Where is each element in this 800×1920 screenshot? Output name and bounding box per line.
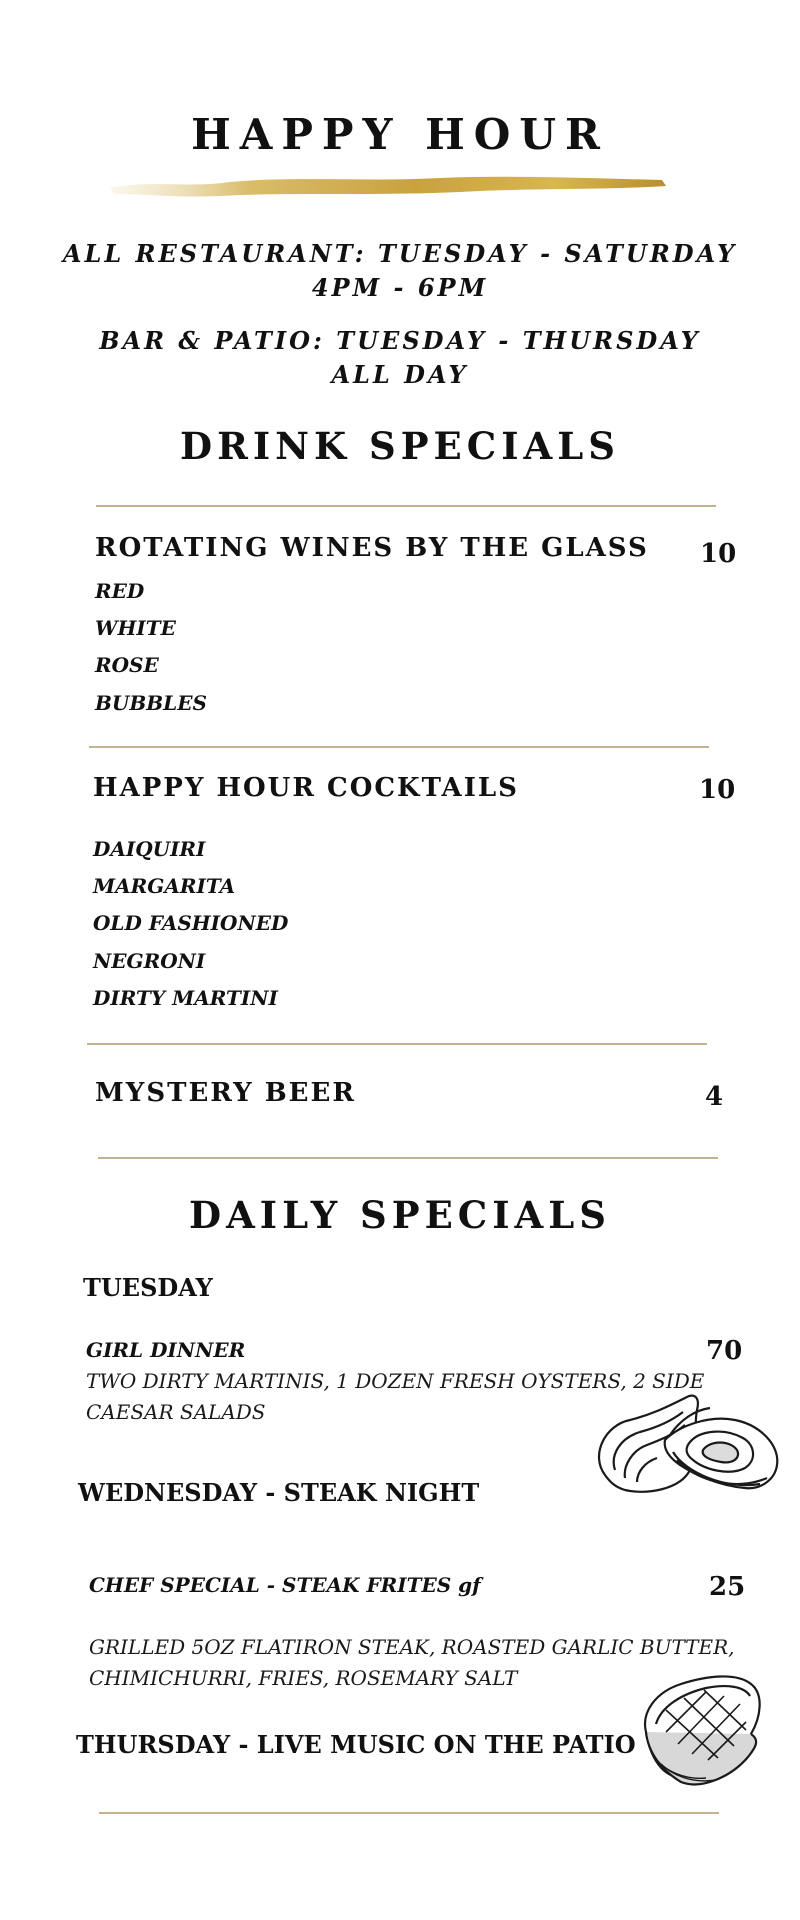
divider xyxy=(96,505,716,507)
divider xyxy=(87,1043,707,1045)
steak-icon xyxy=(636,1662,766,1794)
hours-times: ALL DAY xyxy=(331,360,469,389)
steak-frites-price: 25 xyxy=(709,1572,746,1602)
page-title: HAPPY HOUR xyxy=(191,110,609,159)
gold-brush-stroke xyxy=(110,172,670,202)
beer-price: 4 xyxy=(705,1082,724,1112)
hours-days: BAR & PATIO: TUESDAY - THURSDAY xyxy=(99,326,701,355)
cocktails-title: HAPPY HOUR COCKTAILS xyxy=(93,773,519,803)
list-item: BUBBLES xyxy=(95,691,207,715)
beer-title: MYSTERY BEER xyxy=(95,1078,356,1108)
wednesday-heading: WEDNESDAY - STEAK NIGHT xyxy=(78,1478,480,1507)
hours-all-restaurant xyxy=(0,237,800,305)
divider xyxy=(89,746,709,748)
divider xyxy=(98,1157,718,1159)
list-item: DIRTY MARTINI xyxy=(93,986,278,1010)
list-item: DAIQUIRI xyxy=(93,837,206,861)
girl-dinner-title: GIRL DINNER xyxy=(86,1338,246,1362)
description-line: TWO DIRTY MARTINIS, 1 DOZEN FRESH OYSTERS, 2 SIDE xyxy=(86,1369,705,1393)
hours-bar-patio xyxy=(0,324,800,392)
description-line: CAESAR SALADS xyxy=(86,1400,266,1424)
list-item: WHITE xyxy=(95,616,176,640)
drink-specials-heading: DRINK SPECIALS xyxy=(180,424,620,468)
hours-times: 4PM - 6PM xyxy=(311,273,489,302)
list-item: NEGRONI xyxy=(93,949,206,973)
oysters-icon xyxy=(585,1380,785,1505)
cocktails-price: 10 xyxy=(699,775,736,805)
list-item: OLD FASHIONED xyxy=(93,911,289,935)
thursday-heading: THURSDAY - LIVE MUSIC ON THE PATIO xyxy=(76,1730,636,1759)
description-line: CHIMICHURRI, FRIES, ROSEMARY SALT xyxy=(89,1666,518,1690)
girl-dinner-price: 70 xyxy=(706,1336,743,1366)
hours-days: ALL RESTAURANT: TUESDAY - SATURDAY xyxy=(62,239,738,268)
wines-price: 10 xyxy=(700,539,737,569)
divider xyxy=(99,1812,719,1814)
tuesday-heading: TUESDAY xyxy=(83,1273,213,1302)
list-item: RED xyxy=(95,579,145,603)
list-item: ROSE xyxy=(95,653,159,677)
wines-title: ROTATING WINES BY THE GLASS xyxy=(95,533,649,563)
steak-frites-title: CHEF SPECIAL - STEAK FRITES gf xyxy=(89,1573,481,1597)
list-item: MARGARITA xyxy=(93,874,236,898)
description-line: GRILLED 5OZ FLATIRON STEAK, ROASTED GARLIC BUTTER, xyxy=(89,1635,735,1659)
daily-specials-heading: DAILY SPECIALS xyxy=(189,1193,611,1237)
